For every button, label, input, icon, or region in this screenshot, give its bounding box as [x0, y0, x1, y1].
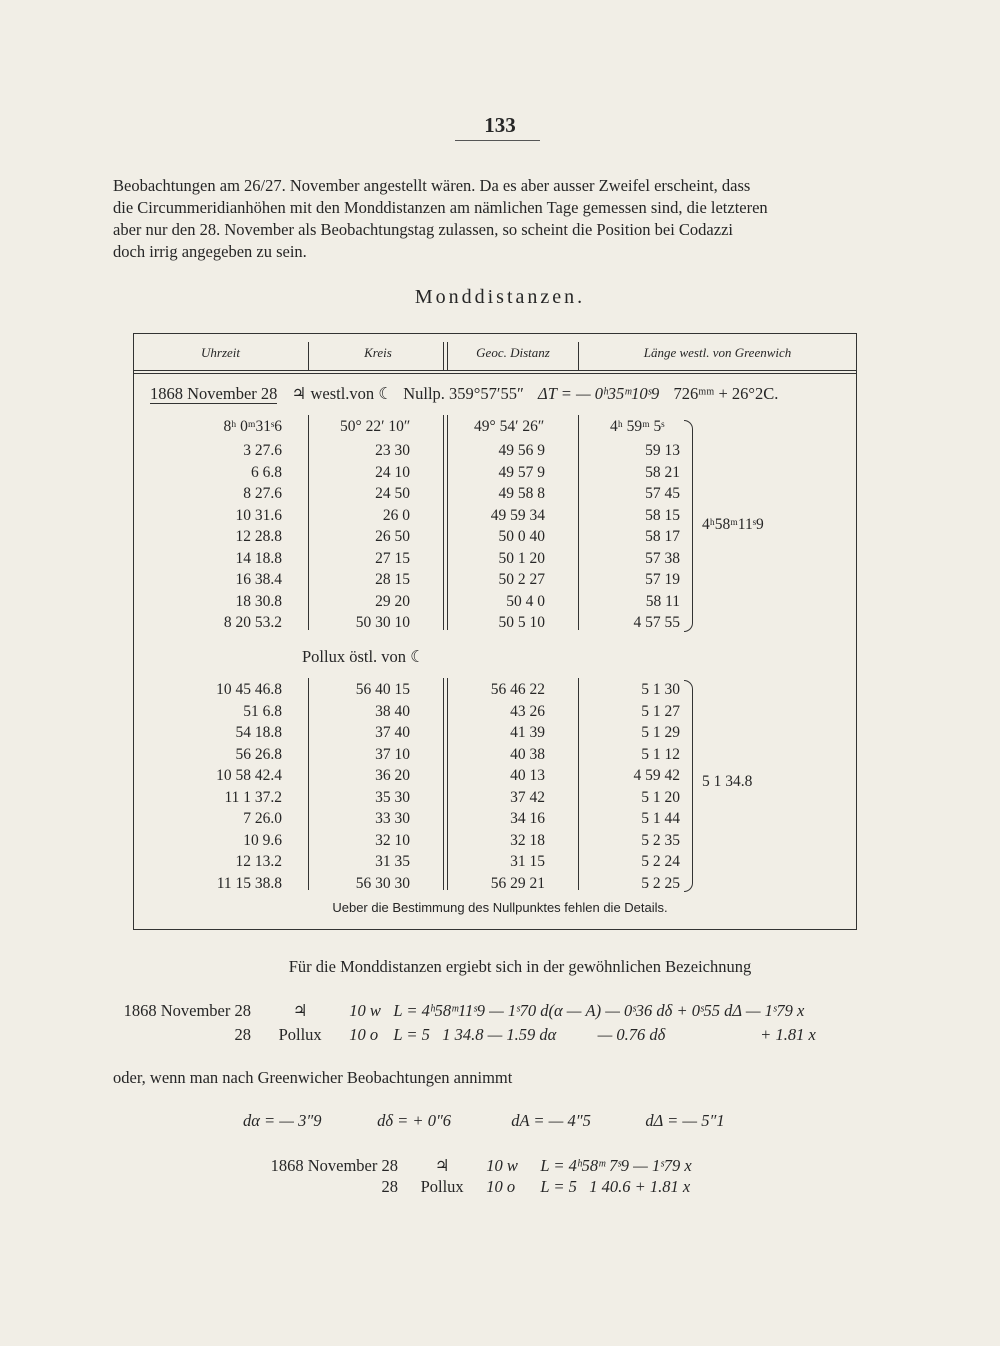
table-cell-laenge: 59 13	[645, 442, 680, 459]
null-point: Nullp. 359°57′55″	[403, 384, 524, 403]
header-uhrzeit: Uhrzeit	[201, 345, 240, 360]
clock-correction: ΔT = — 0ʰ35ᵐ10ˢ9	[538, 384, 660, 403]
table-cell-kreis: 28 15	[375, 571, 410, 588]
group1-times	[160, 440, 282, 634]
moon-symbol: ☾	[378, 384, 394, 403]
equation-formula: L = 4ʰ58ᵐ11ˢ9 — 1ˢ70 d(α — A) — 0ˢ36 dδ + 0ˢ55 dΔ — 1ˢ79 x	[393, 1001, 805, 1020]
equation-object: ♃	[292, 1001, 308, 1020]
table-cell-kreis: 50 30 10	[355, 614, 410, 631]
table-cell-time: 11 1 37.2	[224, 788, 282, 806]
table-cell-kreis: 27 15	[375, 549, 410, 567]
table-cell-kreis: 50° 22′ 10″	[340, 418, 411, 435]
page-number-rule	[455, 140, 540, 141]
group2-brace	[684, 680, 693, 892]
table-cell-time: 7 26.0	[243, 810, 282, 827]
corrections-row	[243, 1111, 763, 1131]
table-header	[133, 342, 857, 370]
correction-value: dA = — 4″5	[511, 1111, 591, 1130]
table-cell-distanz: 32 18	[510, 831, 545, 849]
jupiter-symbol: ♃	[291, 384, 307, 403]
table-cell-distanz: 40 38	[510, 745, 545, 763]
table-cell-distanz: 50 5 10	[498, 614, 545, 631]
table-cell-laenge: 4 59 42	[633, 767, 680, 784]
table-cell-distanz: 49 57 9	[498, 463, 545, 481]
group1-laenge	[590, 440, 680, 634]
equation-count: 10 o	[349, 1025, 379, 1044]
header-distanz: Geoc. Distanz	[476, 345, 550, 360]
table-cell-laenge: 5 2 24	[641, 853, 680, 870]
table-cell-laenge: 4 57 55	[633, 614, 680, 631]
table-cell-kreis: 36 20	[375, 767, 410, 784]
table-cell-laenge: 58 17	[645, 528, 680, 545]
paragraph-line: die Circummeridianhöhen mit den Monddistanzen am nämlichen Tage gemessen sind, die letzteren	[113, 198, 768, 217]
group1-brace	[684, 420, 693, 632]
table-cell-kreis: 26 0	[382, 506, 410, 524]
equation-row	[113, 1001, 873, 1021]
table-cell-distanz: 49 58 8	[498, 485, 545, 502]
table-cell-kreis: 26 50	[375, 528, 410, 545]
table-cell-kreis: 56 40 15	[355, 681, 410, 698]
table-cell-time: 18 30.8	[235, 592, 282, 610]
equation-row	[113, 1025, 873, 1045]
table-cell-time: 8 27.6	[243, 485, 282, 502]
table-cell-laenge: 5 2 35	[641, 831, 680, 849]
group2-distanz	[455, 679, 545, 894]
table-cell-laenge: 58 11	[645, 592, 680, 610]
table-cell-time: 10 9.6	[243, 831, 282, 849]
table-cell-distanz: 49 59 34	[490, 506, 545, 524]
table-cell-time: 12 28.8	[235, 528, 282, 545]
paragraph-line: aber nur den 28. November als Beobachtungstag zulassen, so scheint die Position bei Codazzi	[113, 220, 733, 239]
table-cell-kreis: 29 20	[375, 592, 410, 610]
table-cell-time: 8ʰ 0ᵐ31ˢ6	[223, 418, 282, 435]
header-rule-double	[133, 373, 857, 374]
table-cell-kreis: 24 10	[375, 463, 410, 481]
table-cell-laenge: 5 1 29	[641, 724, 680, 741]
table-cell-distanz: 50 2 27	[498, 571, 545, 588]
table-cell-laenge: 58 21	[645, 463, 680, 481]
equation-count: 10 w	[349, 1001, 381, 1020]
equation-count: 10 w	[486, 1156, 518, 1175]
table-cell-distanz: 56 46 22	[490, 681, 545, 698]
paragraph-line: Beobachtungen am 26/27. November angestellt wären. Da es aber ausser Zweifel erscheint, dass	[113, 176, 751, 195]
table-cell-laenge: 5 2 25	[641, 874, 680, 892]
table-cell-kreis: 24 50	[375, 485, 410, 502]
equation-date: 28	[234, 1025, 251, 1044]
equation-count: 10 o	[486, 1177, 516, 1196]
paragraph-line: doch irrig angegeben zu sein.	[113, 242, 307, 261]
table-cell-distanz: 50 1 20	[498, 549, 545, 567]
equation-formula: L = 5 1 40.6 + 1.81 x	[540, 1177, 691, 1196]
greenwich-line: oder, wenn man nach Greenwicher Beobachtungen annimmt	[113, 1068, 513, 1087]
header-rule	[133, 370, 857, 371]
intro-paragraph	[113, 175, 865, 263]
equation-row	[253, 1156, 773, 1176]
column-rule	[578, 415, 579, 630]
equation-formula: L = 4ʰ58ᵐ 7ˢ9 — 1ˢ79 x	[540, 1156, 692, 1175]
table-cell-time: 54 18.8	[235, 724, 282, 741]
table-cell-time: 10 58 42.4	[216, 767, 282, 784]
table-cell-kreis: 38 40	[375, 702, 410, 720]
table-cell-time: 6 6.8	[251, 463, 282, 481]
correction-value: dΔ = — 5″1	[645, 1111, 725, 1130]
table-cell-distanz: 37 42	[510, 788, 545, 806]
column-rule	[578, 678, 579, 890]
table-cell-kreis: 33 30	[375, 810, 410, 827]
column-rule	[308, 415, 309, 630]
pressure-temperature: 726ᵐᵐ + 26°2C.	[673, 384, 779, 403]
table-cell-time: 11 15 38.8	[216, 874, 282, 892]
equation-date: 1868 November 28	[123, 1001, 251, 1020]
header-kreis: Kreis	[364, 345, 392, 360]
table-cell-kreis: 32 10	[375, 831, 410, 849]
table-cell-distanz: 50 4 0	[506, 592, 545, 610]
pollux-label: Pollux östl. von ☾	[302, 647, 425, 666]
table-cell-laenge: 57 38	[645, 549, 680, 567]
page-number: 133	[484, 113, 516, 137]
table-cell-time: 56 26.8	[235, 745, 282, 763]
observation-date: 1868 November 28	[150, 384, 278, 403]
table-cell-distanz: 49° 54′ 26″	[474, 418, 545, 435]
equation-formula: L = 5 1 34.8 — 1.59 dα — 0.76 dδ + 1.81 x	[393, 1025, 816, 1044]
group1-mean: 4ʰ58ᵐ11ˢ9	[702, 516, 764, 533]
group1-distanz	[455, 440, 545, 634]
equation-date: 1868 November 28	[270, 1156, 398, 1175]
section-title: Monddistanzen.	[414, 286, 586, 308]
date-header-row	[150, 384, 778, 404]
equation-object: Pollux	[278, 1025, 322, 1044]
table-cell-kreis: 37 40	[375, 724, 410, 741]
table-cell-time: 3 27.6	[243, 442, 282, 459]
table-cell-time: 16 38.4	[235, 571, 282, 588]
correction-value: dα = — 3″9	[243, 1111, 322, 1130]
group2-mean: 5 1 34.8	[702, 773, 753, 790]
table-cell-laenge: 57 19	[645, 571, 680, 588]
group2-times	[160, 679, 282, 894]
table-cell-laenge: 57 45	[645, 485, 680, 502]
column-rule-double	[443, 342, 448, 370]
table-cell-time: 10 45 46.8	[216, 681, 282, 698]
table-cell-kreis: 37 10	[375, 745, 410, 763]
column-rule	[308, 678, 309, 890]
table-cell-distanz: 43 26	[510, 702, 545, 720]
column-rule	[308, 342, 309, 370]
table-cell-laenge: 5 1 30	[641, 681, 680, 698]
table-cell-distanz: 40 13	[510, 767, 545, 784]
group2-laenge	[590, 679, 680, 894]
table-cell-distanz: 41 39	[510, 724, 545, 741]
equation-object: ♃	[434, 1156, 450, 1175]
column-rule	[578, 342, 579, 370]
table-cell-kreis: 56 30 30	[355, 874, 410, 892]
table-cell-laenge: 5 1 20	[641, 788, 680, 806]
table-cell-laenge: 5 1 27	[641, 702, 680, 720]
table-cell-laenge: 4ʰ 59ᵐ 5ˢ	[610, 418, 665, 435]
table-cell-time: 8 20 53.2	[223, 614, 282, 631]
table-cell-laenge: 58 15	[645, 506, 680, 524]
header-laenge: Länge westl. von Greenwich	[643, 345, 792, 360]
table-cell-distanz: 50 0 40	[498, 528, 545, 545]
column-rule-double	[443, 415, 448, 630]
equation-row	[253, 1177, 773, 1197]
table-cell-time: 10 31.6	[235, 506, 282, 524]
group1-kreis	[320, 440, 410, 634]
table-cell-time: 12 13.2	[235, 853, 282, 870]
kreis-direction: westl.von	[310, 384, 375, 403]
correction-value: dδ = + 0″6	[377, 1111, 452, 1130]
table-cell-kreis: 23 30	[375, 442, 410, 459]
table-cell-distanz: 49 56 9	[498, 442, 545, 459]
results-heading: Für die Monddistanzen ergiebt sich in der gewöhnlichen Bezeichnung	[288, 957, 752, 976]
group2-kreis	[320, 679, 410, 894]
equation-object: Pollux	[420, 1177, 464, 1196]
table-cell-kreis: 35 30	[375, 788, 410, 806]
table-cell-kreis: 31 35	[375, 853, 410, 870]
table-cell-time: 51 6.8	[243, 702, 282, 720]
table-cell-laenge: 5 1 44	[641, 810, 680, 827]
column-rule-double	[443, 678, 448, 890]
table-cell-laenge: 5 1 12	[641, 745, 680, 763]
table-cell-distanz: 31 15	[510, 853, 545, 870]
table-cell-distanz: 34 16	[510, 810, 545, 827]
table-footnote: Ueber die Bestimmung des Nullpunktes fehlen die Details.	[332, 900, 668, 915]
equation-date: 28	[381, 1177, 398, 1196]
table-cell-time: 14 18.8	[235, 549, 282, 567]
table-cell-distanz: 56 29 21	[490, 874, 545, 892]
